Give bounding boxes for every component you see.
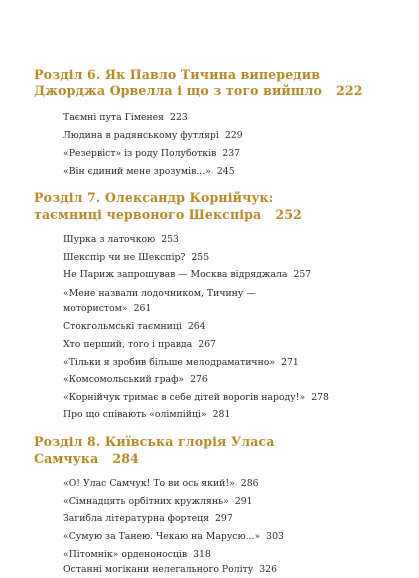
entry-title: «О! Улас Самчук! То ви ось який!» [63,478,235,490]
toc-entry-continued [63,303,393,315]
entry-title: мотористом» [63,302,128,314]
entry-page-number: 267 [198,338,216,350]
entry-title: Про що співають «олімпійці» [63,409,207,421]
toc-entry [63,112,393,124]
chapter-page-number: 284 [112,450,139,466]
chapter-page-number: 252 [275,206,302,222]
entry-page-number: 278 [311,391,329,403]
entry-title: Таємні пута Гіменея [63,111,165,123]
entry-page-number: 255 [191,251,210,263]
entry-title: «Тільки я зробив більше мелодраматично» [63,356,276,368]
entry-title: Шекспір чи не Шекспір? [63,251,186,263]
entry-page-number: 223 [170,111,188,123]
toc-entry [63,496,393,508]
entry-page-number: 271 [281,356,299,368]
toc-entry [63,339,393,351]
chapter-page-number: 222 [335,83,363,99]
toc-entry [63,321,393,333]
chapter-6-heading [34,66,394,83]
entry-page-number: 291 [234,495,253,507]
entry-title: «Сумую за Танею. Чекаю на Марусю...» [63,530,261,542]
entry-page-number: 297 [215,513,233,525]
entry-page-number: 253 [161,234,179,246]
toc-entry [63,478,393,490]
toc-entry [63,269,393,281]
toc-entry [63,288,393,300]
chapter-title: Розділ 8. Київська глорія Уласа [34,433,275,449]
toc-entry [63,564,393,576]
chapter-title: Самчука [34,450,99,466]
toc-entry [63,130,393,142]
chapter-6-heading-line2 [34,82,394,99]
entry-title: Шурка з латочкою [63,234,156,246]
chapter-title: Джорджа Орвелла і що з того вийшло [34,83,322,99]
toc-entry [63,357,393,369]
entry-page-number: 276 [190,374,208,386]
chapter-title: Розділ 7. Олександр Корнійчук: [34,190,274,206]
entry-title: «Комсомольський граф» [63,374,185,386]
entry-title: «Пітомнік» орденоносців [63,548,188,560]
toc-entry [63,374,393,386]
toc-entry [63,513,393,525]
toc-entry [63,234,393,246]
entry-title: «Корнійчук тримає в себе дітей ворогів народу!» [63,391,306,403]
chapter-title: таємниці червоного Шекспіра [34,206,262,222]
entry-page-number: 326 [259,564,278,576]
entry-page-number: 257 [293,269,312,281]
toc-entry [63,409,393,421]
entry-page-number: 286 [240,478,259,490]
chapter-7-heading [34,189,394,206]
entry-page-number: 229 [224,130,243,142]
chapter-7-heading-line2 [34,206,394,223]
entry-page-number: 245 [216,165,235,177]
entry-page-number: 261 [133,302,152,314]
entry-title: «Резервіст» із роду Полуботків [63,147,217,159]
entry-title: «Сімнадцять орбітних кружлянь» [63,495,229,507]
entry-title: «Мене назвали лодочником, Тичину — [63,288,256,299]
toc-entry [63,549,393,561]
entry-title: Хто перший, того і правда [63,338,193,350]
entry-page-number: 318 [193,548,211,560]
chapter-8-heading-line2 [34,450,394,467]
entry-title: Не Париж запрошував — Москва відряджала [63,269,288,281]
entry-title: Загибла літературна фортеця [63,513,209,525]
toc-entry [63,392,393,404]
toc-entry [63,531,393,543]
entry-page-number: 264 [187,321,206,333]
toc-entry [63,252,393,264]
entry-page-number: 237 [222,147,241,159]
chapter-8-heading [34,433,394,450]
entry-title: «Він єдиний мене зрозумів...» [63,165,211,177]
entry-page-number: 281 [212,409,231,421]
entry-title: Людина в радянському футлярі [63,130,219,142]
entry-title: Останні могікани нелегального Роліту [63,564,254,576]
entry-page-number: 303 [266,530,284,542]
toc-entry [63,148,393,160]
chapter-title: Розділ 6. Як Павло Тичина випередив [34,66,321,82]
entry-title: Стокгольмські таємниці [63,321,182,333]
toc-entry [63,166,393,178]
